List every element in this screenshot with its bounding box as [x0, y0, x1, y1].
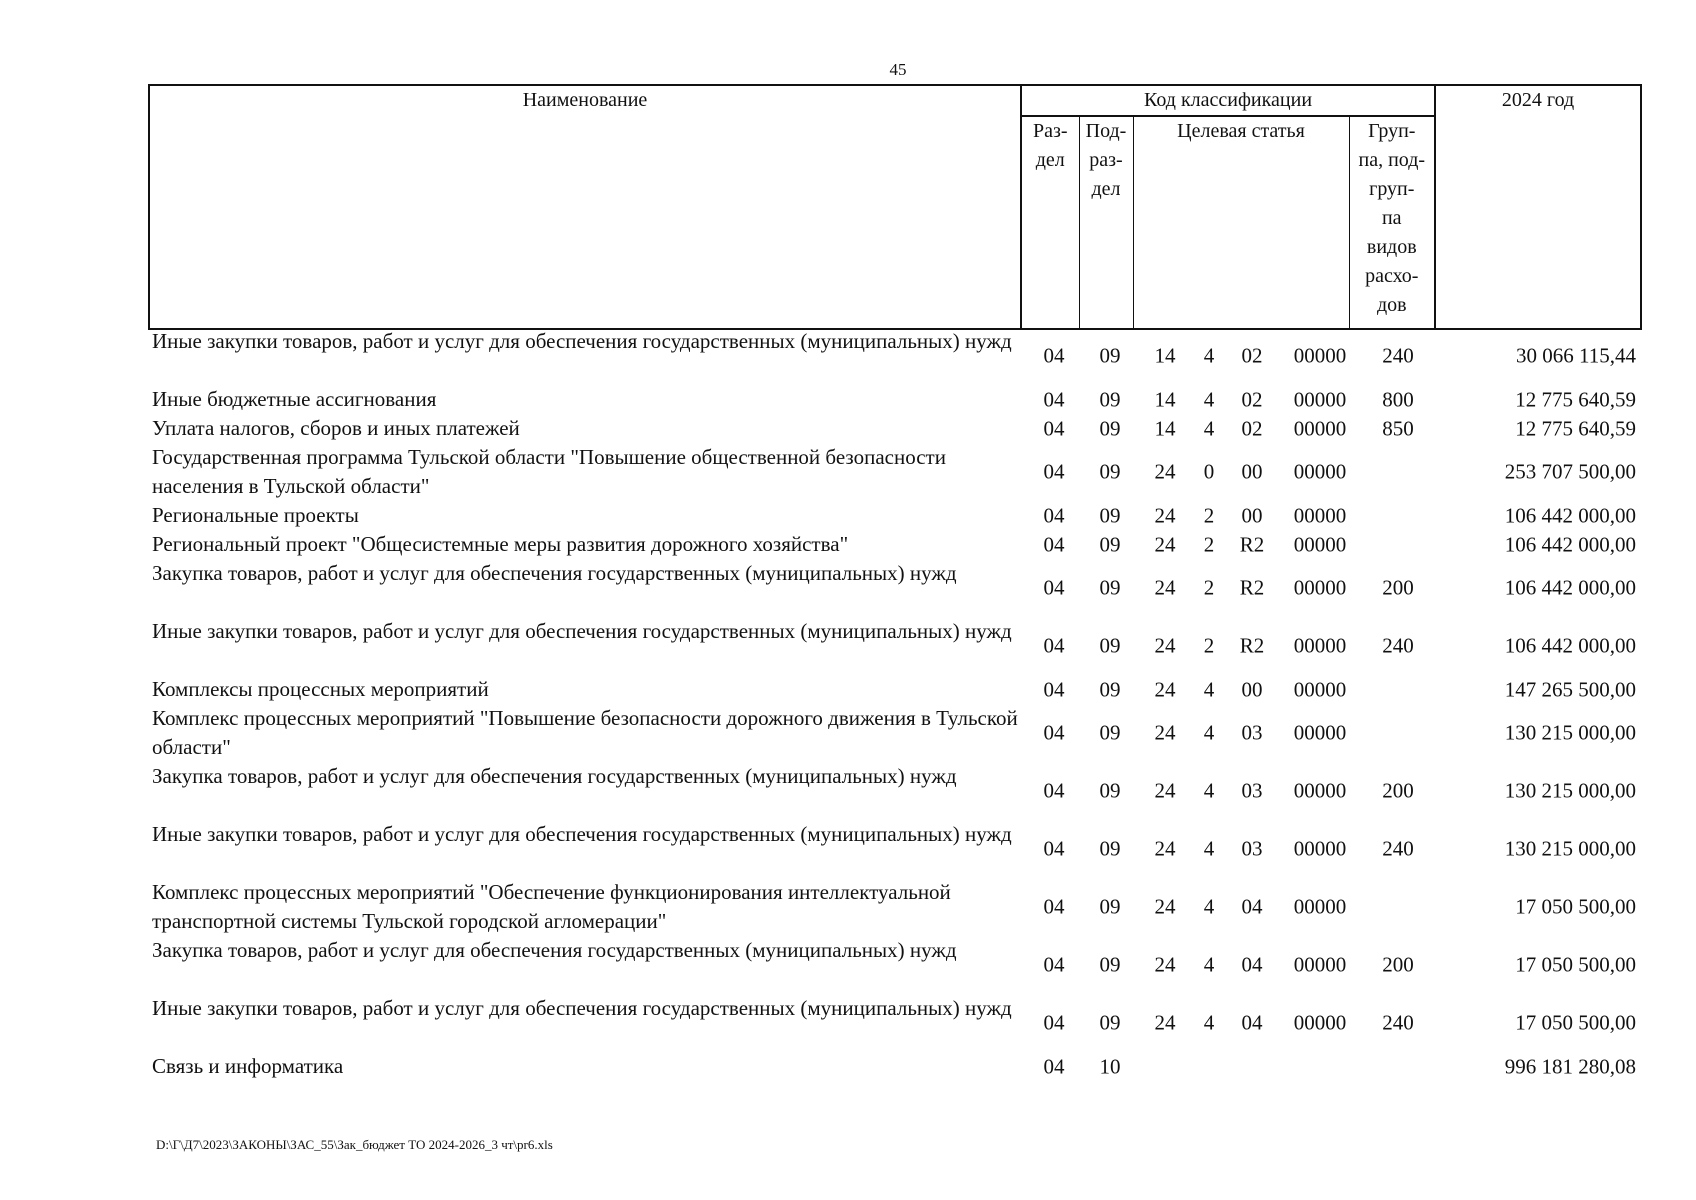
row-sec: 04: [1043, 952, 1065, 977]
table-row: [148, 327, 1640, 385]
table-row: [148, 878, 1640, 936]
row-t1: 24: [1154, 503, 1176, 527]
row-grp: 240: [1382, 836, 1414, 861]
row-t4: 00000: [1293, 532, 1347, 556]
row-t4: 00000: [1293, 387, 1347, 411]
table-row: [148, 820, 1640, 878]
row-t1: 14: [1154, 416, 1176, 440]
page-number: 45: [889, 60, 907, 79]
row-t4: 00000: [1293, 778, 1347, 803]
row-grp: 240: [1382, 343, 1414, 368]
row-sub: 09: [1099, 503, 1121, 527]
row-t1: 24: [1154, 532, 1176, 556]
row-sec: 04: [1043, 459, 1065, 484]
row-sec: 04: [1043, 1054, 1065, 1078]
row-t3: 04: [1241, 894, 1263, 919]
row-name: Уплата налогов, сборов и иных платежей: [152, 416, 520, 440]
row-t1: 14: [1154, 343, 1176, 368]
row-t2: 4: [1203, 387, 1215, 411]
header-target-article: Целевая статья: [1133, 116, 1349, 329]
row-sec: 04: [1043, 836, 1065, 861]
row-grp: 800: [1382, 387, 1414, 411]
row-sec: 04: [1043, 720, 1065, 745]
row-t4: 00000: [1293, 459, 1347, 484]
table-row: [148, 936, 1640, 994]
row-t3: R2: [1239, 633, 1265, 658]
row-t1: 24: [1154, 778, 1176, 803]
row-t3: 02: [1241, 387, 1263, 411]
row-t3: R2: [1239, 575, 1265, 600]
row-t2: 4: [1203, 416, 1215, 440]
row-t2: 4: [1203, 836, 1215, 861]
row-name: Иные закупки товаров, работ и услуг для обеспечения государственных (муниципальных) нужд: [152, 329, 1012, 353]
row-sub: 09: [1099, 1010, 1121, 1035]
row-t4: 00000: [1293, 633, 1347, 658]
row-t2: 4: [1203, 1010, 1215, 1035]
footer-file-path: D:\Г\Д7\2023\ЗАКОНЫ\ЗАС_55\Зак_бюджет ТО 2024-2026_3 чт\pr6.xls: [156, 1137, 553, 1152]
row-name: Связь и информатика: [152, 1054, 344, 1078]
row-name: Иные закупки товаров, работ и услуг для обеспечения государственных (муниципальных) нужд: [152, 822, 1012, 846]
row-t2: 2: [1203, 532, 1215, 556]
row-sec: 04: [1043, 677, 1065, 701]
row-sub: 09: [1099, 952, 1121, 977]
row-sub: 09: [1099, 532, 1121, 556]
row-name: Закупка товаров, работ и услуг для обеспечения государственных (муниципальных) нужд: [152, 938, 957, 962]
row-name: Закупка товаров, работ и услуг для обеспечения государственных (муниципальных) нужд: [152, 764, 957, 788]
row-amount: 17 050 500,00: [1515, 952, 1636, 977]
row-amount: 12 775 640,59: [1515, 387, 1636, 411]
row-name: Комплексы процессных мероприятий: [152, 677, 489, 701]
row-t4: 00000: [1293, 343, 1347, 368]
row-t2: 4: [1203, 720, 1215, 745]
table-row: [148, 704, 1640, 762]
table-row: [148, 762, 1640, 820]
row-t1: 24: [1154, 575, 1176, 600]
row-sub: 10: [1099, 1054, 1121, 1078]
header-subsection: Под- раз- дел: [1079, 116, 1133, 329]
row-amount: 130 215 000,00: [1504, 836, 1636, 861]
row-sub: 09: [1099, 894, 1121, 919]
row-t2: 4: [1203, 894, 1215, 919]
table-row: [148, 443, 1640, 501]
table-row: [148, 414, 1640, 443]
row-name: Комплекс процессных мероприятий "Обеспечение функционирования интеллектуальной транспортной системы Тульской городской агломерации": [152, 880, 951, 933]
row-t3: 04: [1241, 1010, 1263, 1035]
row-grp: 200: [1382, 575, 1414, 600]
row-name: Комплекс процессных мероприятий "Повышение безопасности дорожного движения в Тульской области": [152, 706, 1018, 759]
row-t2: 2: [1203, 633, 1215, 658]
table-row: [148, 385, 1640, 414]
row-sec: 04: [1043, 633, 1065, 658]
row-sub: 09: [1099, 836, 1121, 861]
row-name: Региональный проект "Общесистемные меры развития дорожного хозяйства": [152, 532, 849, 556]
row-t1: 24: [1154, 894, 1176, 919]
row-amount: 106 442 000,00: [1504, 575, 1636, 600]
row-amount: 106 442 000,00: [1504, 503, 1636, 527]
table-row: [148, 530, 1640, 559]
row-t2: 2: [1203, 575, 1215, 600]
row-t3: 02: [1241, 343, 1263, 368]
header-year: 2024 год: [1435, 85, 1641, 329]
row-t1: 24: [1154, 633, 1176, 658]
row-amount: 253 707 500,00: [1504, 459, 1636, 484]
row-sec: 04: [1043, 343, 1065, 368]
row-name: Региональные проекты: [152, 503, 359, 527]
row-sec: 04: [1043, 532, 1065, 556]
row-t1: 24: [1154, 459, 1176, 484]
row-sec: 04: [1043, 1010, 1065, 1035]
row-sub: 09: [1099, 633, 1121, 658]
row-t2: 0: [1203, 459, 1215, 484]
row-t3: 04: [1241, 952, 1263, 977]
row-t4: 00000: [1293, 952, 1347, 977]
row-grp: 240: [1382, 1010, 1414, 1035]
row-t4: 00000: [1293, 503, 1347, 527]
row-t4: 00000: [1293, 894, 1347, 919]
row-grp: 200: [1382, 952, 1414, 977]
row-sec: 04: [1043, 387, 1065, 411]
row-t4: 00000: [1293, 677, 1347, 701]
row-t4: 00000: [1293, 836, 1347, 861]
row-sec: 04: [1043, 416, 1065, 440]
row-amount: 130 215 000,00: [1504, 720, 1636, 745]
row-t2: 4: [1203, 778, 1215, 803]
row-t4: 00000: [1293, 720, 1347, 745]
table-row: [148, 501, 1640, 530]
row-t2: 4: [1203, 677, 1215, 701]
row-sec: 04: [1043, 894, 1065, 919]
row-name: Иные бюджетные ассигнования: [152, 387, 437, 411]
row-t3: 03: [1241, 836, 1263, 861]
row-amount: 17 050 500,00: [1515, 1010, 1636, 1035]
table-row: [148, 559, 1640, 617]
table-body: [148, 327, 1640, 1081]
row-name: Государственная программа Тульской области "Повышение общественной безопасности населения в Тульской области": [152, 445, 946, 498]
row-t4: 00000: [1293, 416, 1347, 440]
row-sub: 09: [1099, 416, 1121, 440]
row-sec: 04: [1043, 575, 1065, 600]
row-amount: 106 442 000,00: [1504, 633, 1636, 658]
row-amount: 996 181 280,08: [1504, 1054, 1636, 1078]
row-t2: 4: [1203, 952, 1215, 977]
row-amount: 147 265 500,00: [1504, 677, 1636, 701]
row-sub: 09: [1099, 677, 1121, 701]
row-t4: 00000: [1293, 1010, 1347, 1035]
row-amount: 12 775 640,59: [1515, 416, 1636, 440]
row-sec: 04: [1043, 503, 1065, 527]
row-t3: 00: [1241, 459, 1263, 484]
header-section: Раз- дел: [1021, 116, 1079, 329]
table-row: [148, 675, 1640, 704]
row-sub: 09: [1099, 778, 1121, 803]
table-row: [148, 617, 1640, 675]
row-name: Закупка товаров, работ и услуг для обеспечения государственных (муниципальных) нужд: [152, 561, 957, 585]
row-sub: 09: [1099, 459, 1121, 484]
row-grp: 200: [1382, 778, 1414, 803]
row-sub: 09: [1099, 720, 1121, 745]
row-t1: 24: [1154, 1010, 1176, 1035]
row-sub: 09: [1099, 575, 1121, 600]
row-amount: 30 066 115,44: [1516, 343, 1636, 368]
row-grp: 240: [1382, 633, 1414, 658]
row-sub: 09: [1099, 343, 1121, 368]
row-t1: 14: [1154, 387, 1176, 411]
row-t2: 4: [1203, 343, 1215, 368]
row-sub: 09: [1099, 387, 1121, 411]
header-name: Наименование: [149, 85, 1021, 329]
row-t3: R2: [1239, 532, 1265, 556]
row-grp: 850: [1382, 416, 1414, 440]
row-amount: 106 442 000,00: [1504, 532, 1636, 556]
row-t3: 02: [1241, 416, 1263, 440]
header-group: Груп- па, под- груп- па видов расхо- дов: [1349, 116, 1435, 329]
row-t1: 24: [1154, 720, 1176, 745]
table-row: [148, 1052, 1640, 1081]
row-name: Иные закупки товаров, работ и услуг для обеспечения государственных (муниципальных) нужд: [152, 619, 1012, 643]
row-name: Иные закупки товаров, работ и услуг для обеспечения государственных (муниципальных) нужд: [152, 996, 1012, 1020]
row-t3: 00: [1241, 677, 1263, 701]
row-t1: 24: [1154, 677, 1176, 701]
row-t1: 24: [1154, 836, 1176, 861]
row-t2: 2: [1203, 503, 1215, 527]
row-t4: 00000: [1293, 575, 1347, 600]
row-t3: 03: [1241, 720, 1263, 745]
row-t3: 03: [1241, 778, 1263, 803]
row-amount: 17 050 500,00: [1515, 894, 1636, 919]
table-row: [148, 994, 1640, 1052]
table-header: [148, 84, 1642, 330]
row-amount: 130 215 000,00: [1504, 778, 1636, 803]
header-classification: Код классификации: [1021, 85, 1435, 116]
row-t1: 24: [1154, 952, 1176, 977]
row-t3: 00: [1241, 503, 1263, 527]
row-sec: 04: [1043, 778, 1065, 803]
